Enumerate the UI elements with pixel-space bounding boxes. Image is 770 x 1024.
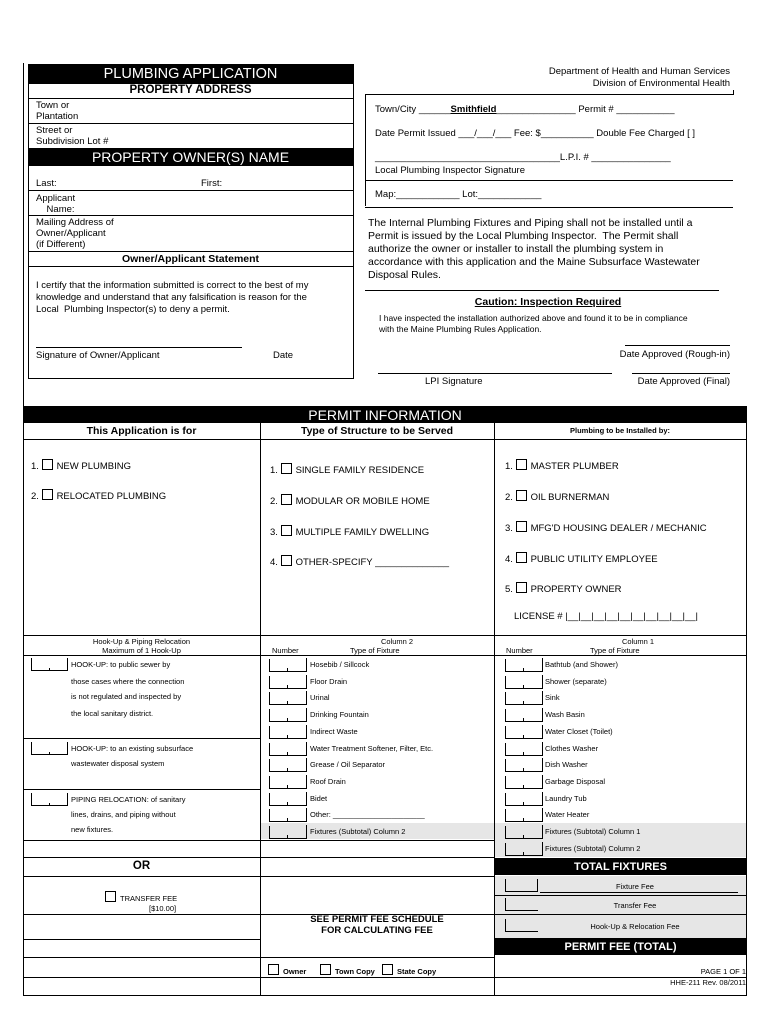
license-number-field[interactable]: LICENSE # |__|__|__|__|__|__|__|__|__|__| (514, 611, 699, 622)
permit-number-line: _______________ Permit # ___________ (496, 104, 675, 115)
street-label: Street or Subdivision Lot # (36, 125, 109, 147)
statement-heading: Owner/Applicant Statement (121, 253, 260, 265)
hookup-fee-number[interactable] (505, 919, 538, 932)
mailing-label: Mailing Address of Owner/Applicant (if Different) (36, 217, 114, 250)
column1-fixture-label: Water Heater (545, 810, 590, 820)
form-title: PLUMBING APPLICATION (28, 64, 353, 84)
transfer-fee-label: Transfer Fee (613, 901, 657, 910)
dept-line1: Department of Health and Human Services (548, 66, 730, 77)
field-divider (306, 808, 307, 822)
street-field[interactable] (120, 124, 352, 148)
structure-option-1[interactable]: 1. SINGLE FAMILY RESIDENCE (270, 465, 425, 476)
column2-fixture-label: Drinking Fountain (310, 710, 369, 720)
field-divider (523, 752, 524, 755)
checkbox-icon[interactable] (42, 459, 53, 470)
fee-schedule-note: SEE PERMIT FEE SCHEDULE FOR CALCULATING FEE (310, 914, 444, 936)
checkbox-icon (268, 964, 279, 975)
field-divider (542, 658, 543, 672)
field-divider (306, 675, 307, 689)
caution-heading: Caution: Inspection Required (474, 296, 622, 308)
field-divider (523, 852, 524, 855)
checkbox-icon[interactable] (516, 552, 527, 563)
installer-heading: Plumbing to be Installed by: (569, 426, 670, 435)
total-fixtures-heading: TOTAL FIXTURES (495, 858, 746, 875)
structure-option-4[interactable]: 4. OTHER-SPECIFY ______________ (270, 557, 450, 568)
permit-info-heading: PERMIT INFORMATION (23, 406, 747, 423)
transfer-fee-number[interactable] (505, 898, 538, 911)
column1-fixture-label: Clothes Washer (545, 743, 599, 753)
field-divider (542, 775, 543, 789)
signature-date-label: Date (273, 350, 294, 361)
copy-state: State Copy (382, 964, 436, 976)
town-city-value[interactable]: Smithfield (450, 104, 497, 115)
column2-fixture-label: Indirect Waste (310, 726, 358, 736)
statement-text: I certify that the information submitted is correct to the best of my knowledge and understand that any falsification is reason for the Local Plumbing Inspector(s) to deny a permit. (36, 280, 309, 315)
field-divider (542, 825, 543, 839)
installer-option-1[interactable]: 1. MASTER PLUMBER (505, 461, 619, 472)
column2-type-heading: Type of Fixture (350, 646, 400, 655)
hookup-text-line: is not regulated and inspected by (71, 692, 182, 701)
field-divider (287, 802, 288, 805)
transfer-fee-option[interactable]: TRANSFER FEE (105, 891, 177, 903)
field-divider (523, 802, 524, 805)
field-divider (287, 685, 288, 688)
hookup-text-line: new fixtures. (71, 825, 114, 834)
installer-option-5[interactable]: 5. PROPERTY OWNER (505, 584, 622, 595)
copy-town: Town Copy (320, 964, 375, 976)
field-divider (523, 718, 524, 721)
checkbox-icon[interactable] (281, 525, 292, 536)
checkbox-icon[interactable] (281, 463, 292, 474)
column2-fixture-label: Other: ______________________ (310, 810, 425, 820)
field-divider (287, 668, 288, 671)
column2-fixture-label: Hosebib / Sillcock (310, 660, 370, 669)
field-divider (542, 758, 543, 772)
column1-fixture-label: Sink (545, 693, 560, 703)
installer-option-4[interactable]: 4. PUBLIC UTILITY EMPLOYEE (505, 554, 658, 565)
date-rough-label: Date Approved (Rough-in) (619, 349, 730, 360)
town-field[interactable] (120, 99, 352, 123)
hookup-text-line: wastewater disposal system (71, 759, 165, 768)
field-divider (542, 691, 543, 705)
date-issued-line: Date Permit Issued ___/___/___ Fee: $__________ Double Fee Charged [ ] (375, 128, 696, 139)
column1-heading: Column 1 (621, 637, 655, 646)
structure-heading: Type of Structure to be Served (300, 425, 454, 437)
column2-number-heading: Number (272, 646, 299, 655)
installer-option-3[interactable]: 3. MFG'D HOUSING DEALER / MECHANIC (505, 523, 707, 534)
column1-fixture-label: Laundry Tub (545, 793, 587, 803)
hookup-text-line: PIPING RELOCATION: of sanitary (71, 795, 186, 804)
owner-name-field[interactable] (70, 176, 350, 190)
first-label: First: (201, 178, 223, 189)
hookup-text-line: those cases where the connection (71, 677, 185, 686)
field-divider (523, 668, 524, 671)
field-divider (287, 785, 288, 788)
field-divider (542, 708, 543, 722)
hookup-text-line: lines, drains, and piping without (71, 810, 176, 819)
lpi-signature2-label: LPI Signature (425, 376, 483, 387)
checkbox-icon[interactable] (105, 891, 116, 902)
field-divider (306, 758, 307, 772)
field-divider (306, 725, 307, 739)
structure-option-3[interactable]: 3. MULTIPLE FAMILY DWELLING (270, 527, 430, 538)
new-plumbing-option[interactable]: 1. NEW PLUMBING (31, 461, 131, 472)
signature-label: Signature of Owner/Applicant (36, 350, 160, 361)
mailing-address-field[interactable] (120, 216, 352, 250)
field-divider (287, 735, 288, 738)
column1-fixture-label: Bathtub (and Shower) (545, 660, 618, 669)
fixture-fee-label: Fixture Fee (616, 882, 654, 891)
last-label: Last: (36, 178, 57, 189)
column1-fixture-label: Water Closet (Toilet) (545, 726, 613, 736)
field-divider (306, 691, 307, 705)
field-divider (306, 708, 307, 722)
field-divider (542, 742, 543, 756)
column1-fixture-label: Shower (separate) (545, 676, 607, 686)
field-divider (523, 818, 524, 821)
checkbox-icon[interactable] (281, 555, 292, 566)
form-border-right (746, 406, 747, 995)
column1-fixture-label: Dish Washer (545, 760, 588, 770)
field-divider (542, 808, 543, 822)
field-divider (287, 718, 288, 721)
property-address-heading: PROPERTY ADDRESS (129, 84, 252, 96)
map-lot-line: Map:____________ Lot:____________ (375, 189, 542, 200)
field-divider (542, 792, 543, 806)
field-divider (523, 768, 524, 771)
hookup-text-line: HOOK-UP: to public sewer by (71, 660, 171, 669)
town-city-line (375, 105, 674, 115)
field-divider (287, 818, 288, 821)
lpi-line: ___________________________________L.P.I. # _______________ (375, 152, 671, 163)
transfer-fee-amount: [$10.00] (149, 904, 177, 913)
checkbox-icon (320, 964, 331, 975)
column2-fixture-label: Grease / Oil Separator (310, 760, 386, 770)
column1-type-heading: Type of Fixture (590, 646, 640, 655)
permit-notice: The Internal Plumbing Fixtures and Piping shall not be installed until a Permit is issued by the Local Plumbing Inspector. The Permit shall authorize the owner or installer to install the plumbing system in accordance with this application and the Maine Subsurface Wastewater Disposal Rules. (368, 217, 700, 281)
form-revision: HHE-211 Rev. 08/2011 (670, 978, 746, 987)
date-final-label: Date Approved (Final) (637, 376, 730, 387)
copy-owner: Owner (268, 964, 306, 976)
column1-fixture-label: Fixtures (Subtotal) Column 1 (545, 827, 641, 836)
column2-fixture-label: Urinal (310, 693, 330, 703)
hookup-heading-2: Maximum of 1 Hook-Up (102, 646, 181, 655)
column2-fixture-label: Roof Drain (310, 776, 346, 786)
field-divider (523, 735, 524, 738)
relocated-plumbing-option[interactable]: 2. RELOCATED PLUMBING (31, 491, 167, 502)
field-divider (306, 792, 307, 806)
checkbox-icon[interactable] (516, 521, 527, 532)
field-divider (287, 701, 288, 704)
column1-fixture-label: Fixtures (Subtotal) Column 2 (545, 843, 641, 853)
column2-fixture-label: Bidet (310, 793, 328, 803)
field-divider (542, 725, 543, 739)
checkbox-icon[interactable] (516, 490, 527, 501)
owner-heading: PROPERTY OWNER(S) NAME (28, 148, 353, 166)
column1-fixture-label: Garbage Disposal (545, 776, 606, 786)
applicant-label: Applicant Name: (36, 193, 76, 215)
column2-heading: Column 2 (380, 637, 414, 646)
field-divider (306, 825, 307, 839)
hookup-fee-label: Hook-Up & Relocation Fee (590, 922, 680, 931)
checkbox-icon[interactable] (42, 489, 53, 500)
field-divider (523, 785, 524, 788)
field-divider (287, 835, 288, 838)
field-divider (287, 752, 288, 755)
field-divider (523, 835, 524, 838)
field-divider (523, 701, 524, 704)
field-divider (306, 775, 307, 789)
column1-fixture-label: Wash Basin (545, 710, 585, 720)
form-border-left (23, 63, 24, 995)
caution-text: I have inspected the installation authorized above and found it to be in compliance with the Maine Plumbing Rules Application. (379, 313, 688, 334)
lpi-signature-label: Local Plumbing Inspector Signature (375, 165, 525, 176)
column1-number-heading: Number (506, 646, 533, 655)
hookup-text-line: the local sanitary district. (71, 709, 154, 718)
column2-fixture-label: Floor Drain (310, 676, 348, 686)
town-city-prefix: Town/City ______ (375, 104, 451, 115)
field-divider (306, 658, 307, 672)
field-divider (542, 842, 543, 856)
owner-signature-field[interactable] (36, 328, 242, 347)
town-label: Town or Plantation (36, 100, 79, 122)
applicant-name-field[interactable] (120, 191, 352, 215)
hookup-heading-1: Hook-Up & Piping Relocation (92, 637, 191, 646)
field-divider (542, 675, 543, 689)
field-divider (306, 742, 307, 756)
hookup-text-line: HOOK-UP: to an existing subsurface (71, 744, 194, 753)
structure-option-2[interactable]: 2. MODULAR OR MOBILE HOME (270, 496, 430, 507)
or-label: OR (132, 860, 151, 872)
form-border-bottom (23, 995, 747, 996)
checkbox-icon (382, 964, 393, 975)
page-number: PAGE 1 OF 1 (700, 967, 746, 976)
field-divider (287, 768, 288, 771)
checkbox-icon[interactable] (281, 494, 292, 505)
permit-fee-total-heading: PERMIT FEE (TOTAL) (495, 938, 746, 955)
column2-fixture-label: Water Treatment Softener, Filter, Etc. (310, 743, 434, 753)
total-fixtures-number[interactable] (505, 879, 538, 892)
dept-line2: Division of Environmental Health (592, 78, 730, 89)
application-for-heading: This Application is for (86, 425, 197, 437)
installer-option-2[interactable]: 2. OIL BURNERMAN (505, 492, 610, 503)
field-divider (523, 685, 524, 688)
checkbox-icon[interactable] (516, 582, 527, 593)
column2-fixture-label: Fixtures (Subtotal) Column 2 (310, 827, 406, 836)
checkbox-icon[interactable] (516, 459, 527, 470)
